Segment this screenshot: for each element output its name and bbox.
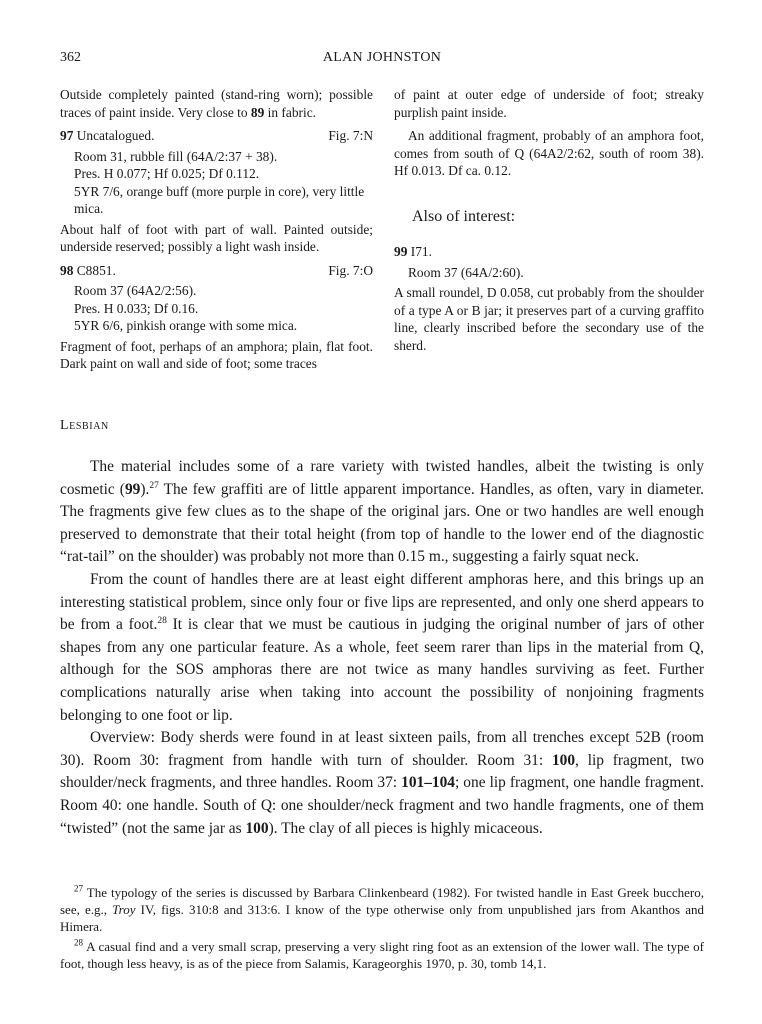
- entry-97-meta: [60, 148, 373, 218]
- body-text: [60, 456, 704, 840]
- entry-number: 99: [394, 244, 408, 259]
- meta-line: Pres. H 0.033; Df 0.16.: [74, 300, 199, 316]
- meta-line: Room 31, rubble fill (64A/2:37 + 38).: [74, 148, 278, 164]
- meta-line: 5YR 7/6, orange buff (more purple in core), very little mica.: [74, 183, 365, 216]
- paragraph: Overview: Body sherds were found in at least sixteen pails, from all trenches except 52B (room 30). Room 30: fragment from handle with turn of shoulder. Room 31: 100, lip fragment, two shoulder/neck fragments, and three handles. Room 37: 101–104; one lip fragment, one handle fragment. Room 40: one handle. South of Q: one shoulder/neck fragment and two handle fragments, one of them “twisted” (not the same jar as 100). The clay of all pieces is highly micaceous.: [60, 729, 705, 837]
- meta-line: 5YR 6/6, pinkish orange with some mica.: [74, 318, 298, 333]
- running-head: ALAN JOHNSTON: [322, 50, 442, 65]
- footnote-mark: 28: [74, 937, 83, 948]
- meta-line: Room 37 (64A/2:60).: [408, 264, 524, 280]
- left-column: [60, 86, 373, 373]
- additional-fragment: An additional fragment, probably of an amphora foot, comes from south of Q (64A2/2:62, south of room 38). Hf 0.013. Df ca. 0.12.: [394, 128, 704, 178]
- footnote-ref[interactable]: 27: [149, 480, 159, 491]
- entry-98-heading: [60, 262, 373, 280]
- entry-number: 97: [60, 128, 74, 143]
- footnote-28: $^{28}$ A casual find and a very small scrap, preserving a very slight ring foot as an extension of the lower wall. The type of foot, though less heavy, is as of the piece from Salamis, Karageorghis 1970, p. 30, tomb 14,1.: [60, 937, 704, 971]
- entry-99-meta: [394, 264, 704, 282]
- entry-99-description: A small roundel, D 0.058, cut probably from the shoulder of a type A or B jar; it preserves part of a curving graffito line, clearly inscribed before the secondary use of the sherd.: [394, 285, 704, 353]
- paragraph: The material includes some of a rare variety with twisted handles, albeit the twisting is only cosmetic (99).$^{27}$ The few graffiti are of little apparent importance. Handles, as often, vary in diameter. The fragments give few clues as to the shape of the original jars. One or two handles are well enough preserved to demonstrate that their total height (from top of handle to the lower end of the diagnostic “rat-tail” on the shoulder) was probably not more than 0.15 m., suggesting a fairly squat neck.: [60, 458, 704, 566]
- page-number: 362: [60, 50, 81, 65]
- entry-98-meta: [60, 282, 373, 335]
- entry-98-description: Fragment of foot, perhaps of an amphora; plain, flat foot. Dark paint on wall and side of foot; some traces: [60, 338, 373, 371]
- entry-catalogue: C8851.: [76, 262, 116, 278]
- continuation-text: Outside completely painted (stand-ring worn); possible traces of paint inside. Very close to 89 in fabric.: [60, 87, 373, 120]
- meta-line: Pres. H 0.077; Hf 0.025; Df 0.112.: [74, 166, 260, 181]
- also-of-interest-heading: Also of interest:: [412, 207, 516, 225]
- right-column: [394, 86, 704, 354]
- paragraph: From the count of handles there are at least eight different amphoras here, and this brings up an interesting statistical problem, since only four or five lips are represented, and only one sherd appears to be from a foot.$^{28}$ It is clear that we must be cautious in judging the original number of jars of other shapes from any one particular feature. As a whole, feet seem rarer than lips in the material from Q, although for the SOS amphoras there are not twice as many handles surviving as feet. Further complications naturally arise when taking into account the possibility of nonjoining fragments belonging to one foot or lip.: [60, 570, 704, 724]
- figure-ref: Fig. 7:N: [328, 128, 373, 143]
- entry-catalogue: Uncatalogued.: [76, 128, 155, 143]
- page-header: [60, 50, 704, 70]
- footnotes: [60, 884, 704, 974]
- entry-number: 98: [60, 262, 74, 278]
- section-title: Lesbian: [60, 418, 109, 433]
- footnote-mark: 27: [74, 883, 83, 894]
- continuation-text: of paint at outer edge of underside of foot; streaky purplish paint inside.: [394, 87, 704, 120]
- footnote-ref[interactable]: 28: [157, 616, 167, 627]
- entry-97-heading: [60, 127, 373, 145]
- figure-ref: Fig. 7:O: [328, 262, 373, 278]
- entry-99-heading: [394, 243, 704, 261]
- meta-line: Room 37 (64A2/2:56).: [74, 283, 197, 298]
- entry-97-description: About half of foot with part of wall. Painted outside; underside reserved; possibly a light wash inside.: [60, 221, 373, 254]
- footnote-27: $^{27}$ The typology of the series is discussed by Barbara Clinkenbeard (1982). For twisted handle in East Greek bucchero, see, e.g., Troy IV, figs. 310:8 and 313:6. I know of the type otherwise only from unpublished jars from Akanthos and Himera.: [60, 883, 704, 935]
- entry-catalogue: I71.: [410, 244, 432, 259]
